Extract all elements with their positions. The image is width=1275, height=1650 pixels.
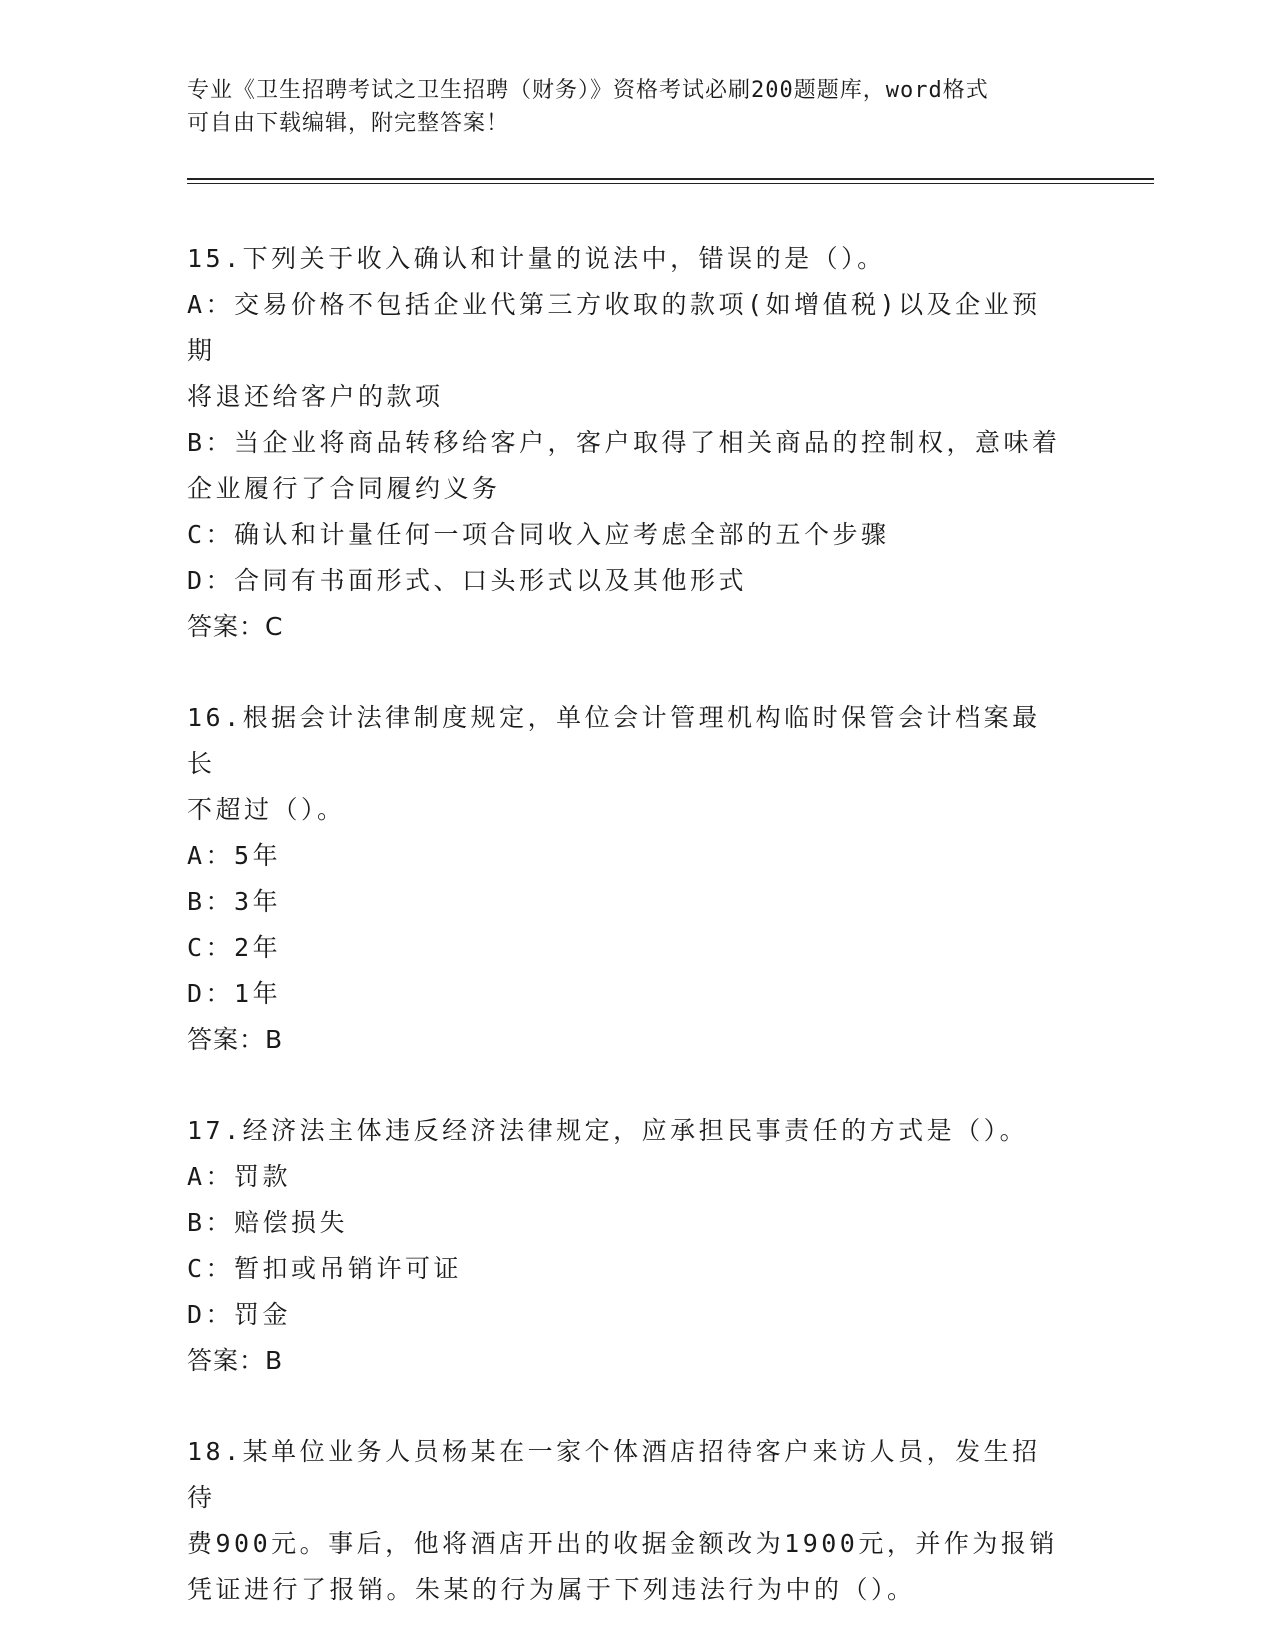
question-stem-line: 凭证进行了报销。朱某的行为属于下列违法行为中的（）。 (187, 1575, 916, 1604)
header-line-2: 可自由下载编辑，附完整答案！ (187, 111, 510, 136)
header-line-1: 专业《卫生招聘考试之卫生招聘（财务）》资格考试必刷200题题库，word格式 (187, 78, 989, 103)
question-spacer (187, 1063, 1067, 1108)
question-stem-line: 18.某单位业务人员杨某在一家个体酒店招待客户来访人员，发生招待 (187, 1437, 1041, 1512)
question-spacer (187, 1384, 1067, 1429)
answer-option (187, 282, 1067, 420)
answer-option-line: A：交易价格不包括企业代第三方收取的款项(如增值税)以及企业预期 (187, 290, 1041, 365)
answer-option-line: A：5年 (187, 841, 282, 870)
answer-option (187, 833, 1067, 879)
question-block (187, 1429, 1067, 1613)
answer-key: 答案：C (187, 612, 284, 641)
question-stem-line: 15.下列关于收入确认和计量的说法中，错误的是（）。 (187, 244, 886, 273)
answer-option (187, 879, 1067, 925)
answer-option-line: B：赔偿损失 (187, 1208, 349, 1237)
answer-option (187, 971, 1067, 1017)
answer-option (187, 1292, 1067, 1338)
question-block (187, 1108, 1067, 1384)
answer-option-line: D：合同有书面形式、口头形式以及其他形式 (187, 566, 748, 595)
answer-option-line: D：罚金 (187, 1300, 292, 1329)
answer-option-line: C：确认和计量任何一项合同收入应考虑全部的五个步骤 (187, 520, 890, 549)
header-rule-thick (187, 178, 1154, 180)
answer-option-line: 企业履行了合同履约义务 (187, 474, 501, 503)
question-spacer (187, 650, 1067, 695)
answer-option-line: B：3年 (187, 887, 282, 916)
question-block (187, 695, 1067, 1063)
answer-option (187, 1246, 1067, 1292)
question-block (187, 236, 1067, 650)
header-rule-thin (187, 183, 1154, 184)
answer-option-line: B：当企业将商品转移给客户，客户取得了相关商品的控制权，意味着 (187, 428, 1061, 457)
question-stem-line: 17.经济法主体违反经济法律规定，应承担民事责任的方式是（）。 (187, 1116, 1029, 1145)
question-stem-line: 不超过（）。 (187, 795, 346, 824)
question-stem-line: 费900元。事后，他将酒店开出的收据金额改为1900元，并作为报销 (187, 1529, 1058, 1558)
question-list (187, 236, 1067, 1613)
answer-option-line: C：暂扣或吊销许可证 (187, 1254, 463, 1283)
question-stem-line: 16.根据会计法律制度规定，单位会计管理机构临时保管会计档案最长 (187, 703, 1041, 778)
answer-key: 答案：B (187, 1025, 284, 1054)
answer-option (187, 1200, 1067, 1246)
answer-option-line: C：2年 (187, 933, 282, 962)
answer-option (187, 558, 1067, 604)
answer-option (187, 925, 1067, 971)
answer-option-line: A：罚款 (187, 1162, 292, 1191)
answer-option-line: 将退还给客户的款项 (187, 382, 444, 411)
document-header (187, 74, 1067, 140)
answer-option (187, 420, 1067, 512)
answer-option-line: D：1年 (187, 979, 282, 1008)
answer-option (187, 1154, 1067, 1200)
answer-option (187, 512, 1067, 558)
answer-key: 答案：B (187, 1346, 284, 1375)
